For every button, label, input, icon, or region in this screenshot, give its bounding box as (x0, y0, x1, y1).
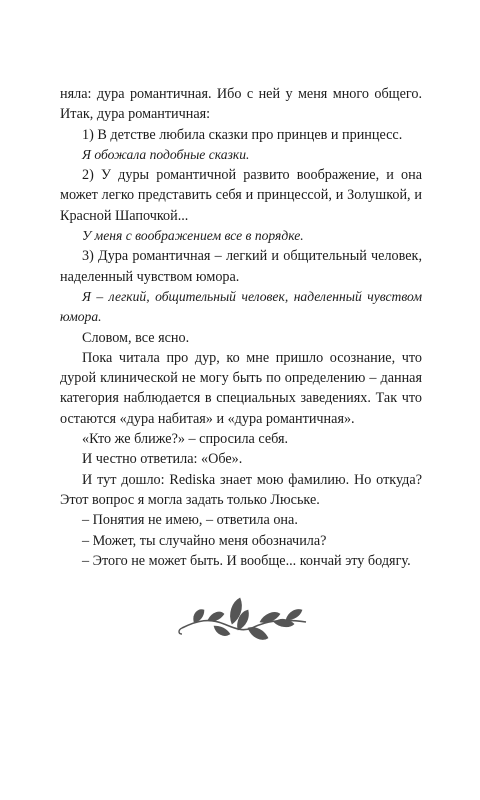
dialogue-line: – Понятия не имею, – ответила она. (82, 512, 298, 529)
body-text (60, 84, 422, 571)
paragraph: Словом, все ясно. (82, 329, 190, 346)
italic-comment-2: У меня с воображением все в порядке. (82, 228, 304, 244)
list-item-2: 2) У дуры романтичной развито воображение, и она может легко представить себя и принцессой, и Золушкой, и Красной Шапочкой... (60, 167, 422, 224)
paragraph-continuation: няла: дура романтичная. Ибо с ней у меня много общего. Итак, дура романтичная: (60, 86, 422, 123)
italic-comment-1: Я обожала подобные сказки. (82, 146, 250, 162)
list-item-3: 3) Дура романтичная – легкий и общительный человек, наделенный чувством юмора. (60, 248, 422, 285)
leaf-vine-ornament-icon (176, 592, 312, 648)
paragraph: Пока читала про дур, ко мне пришло осознание, что дурой клинической не могу быть по определению – данная категория наблюдается в специальных заведениях. Так что остаются «дура набитая» и «дура романтичная». (60, 349, 422, 427)
dialogue-line: – Может, ты случайно меня обозначила? (82, 532, 327, 549)
italic-comment-3: Я – легкий, общительный человек, наделенный чувством юмора. (60, 288, 422, 325)
paragraph: «Кто же ближе?» – спросила себя. (82, 431, 289, 448)
dialogue-line: – Этого не может быть. И вообще... кончай эту бодягу. (82, 552, 411, 569)
list-item-1: 1) В детстве любила сказки про принцев и принцесс. (82, 126, 403, 143)
paragraph: И честно ответила: «Обе». (82, 451, 243, 468)
paragraph: И тут дошло: Rediska знает мою фамилию. Но откуда? Этот вопрос я могла задать только Люське. (60, 471, 422, 508)
